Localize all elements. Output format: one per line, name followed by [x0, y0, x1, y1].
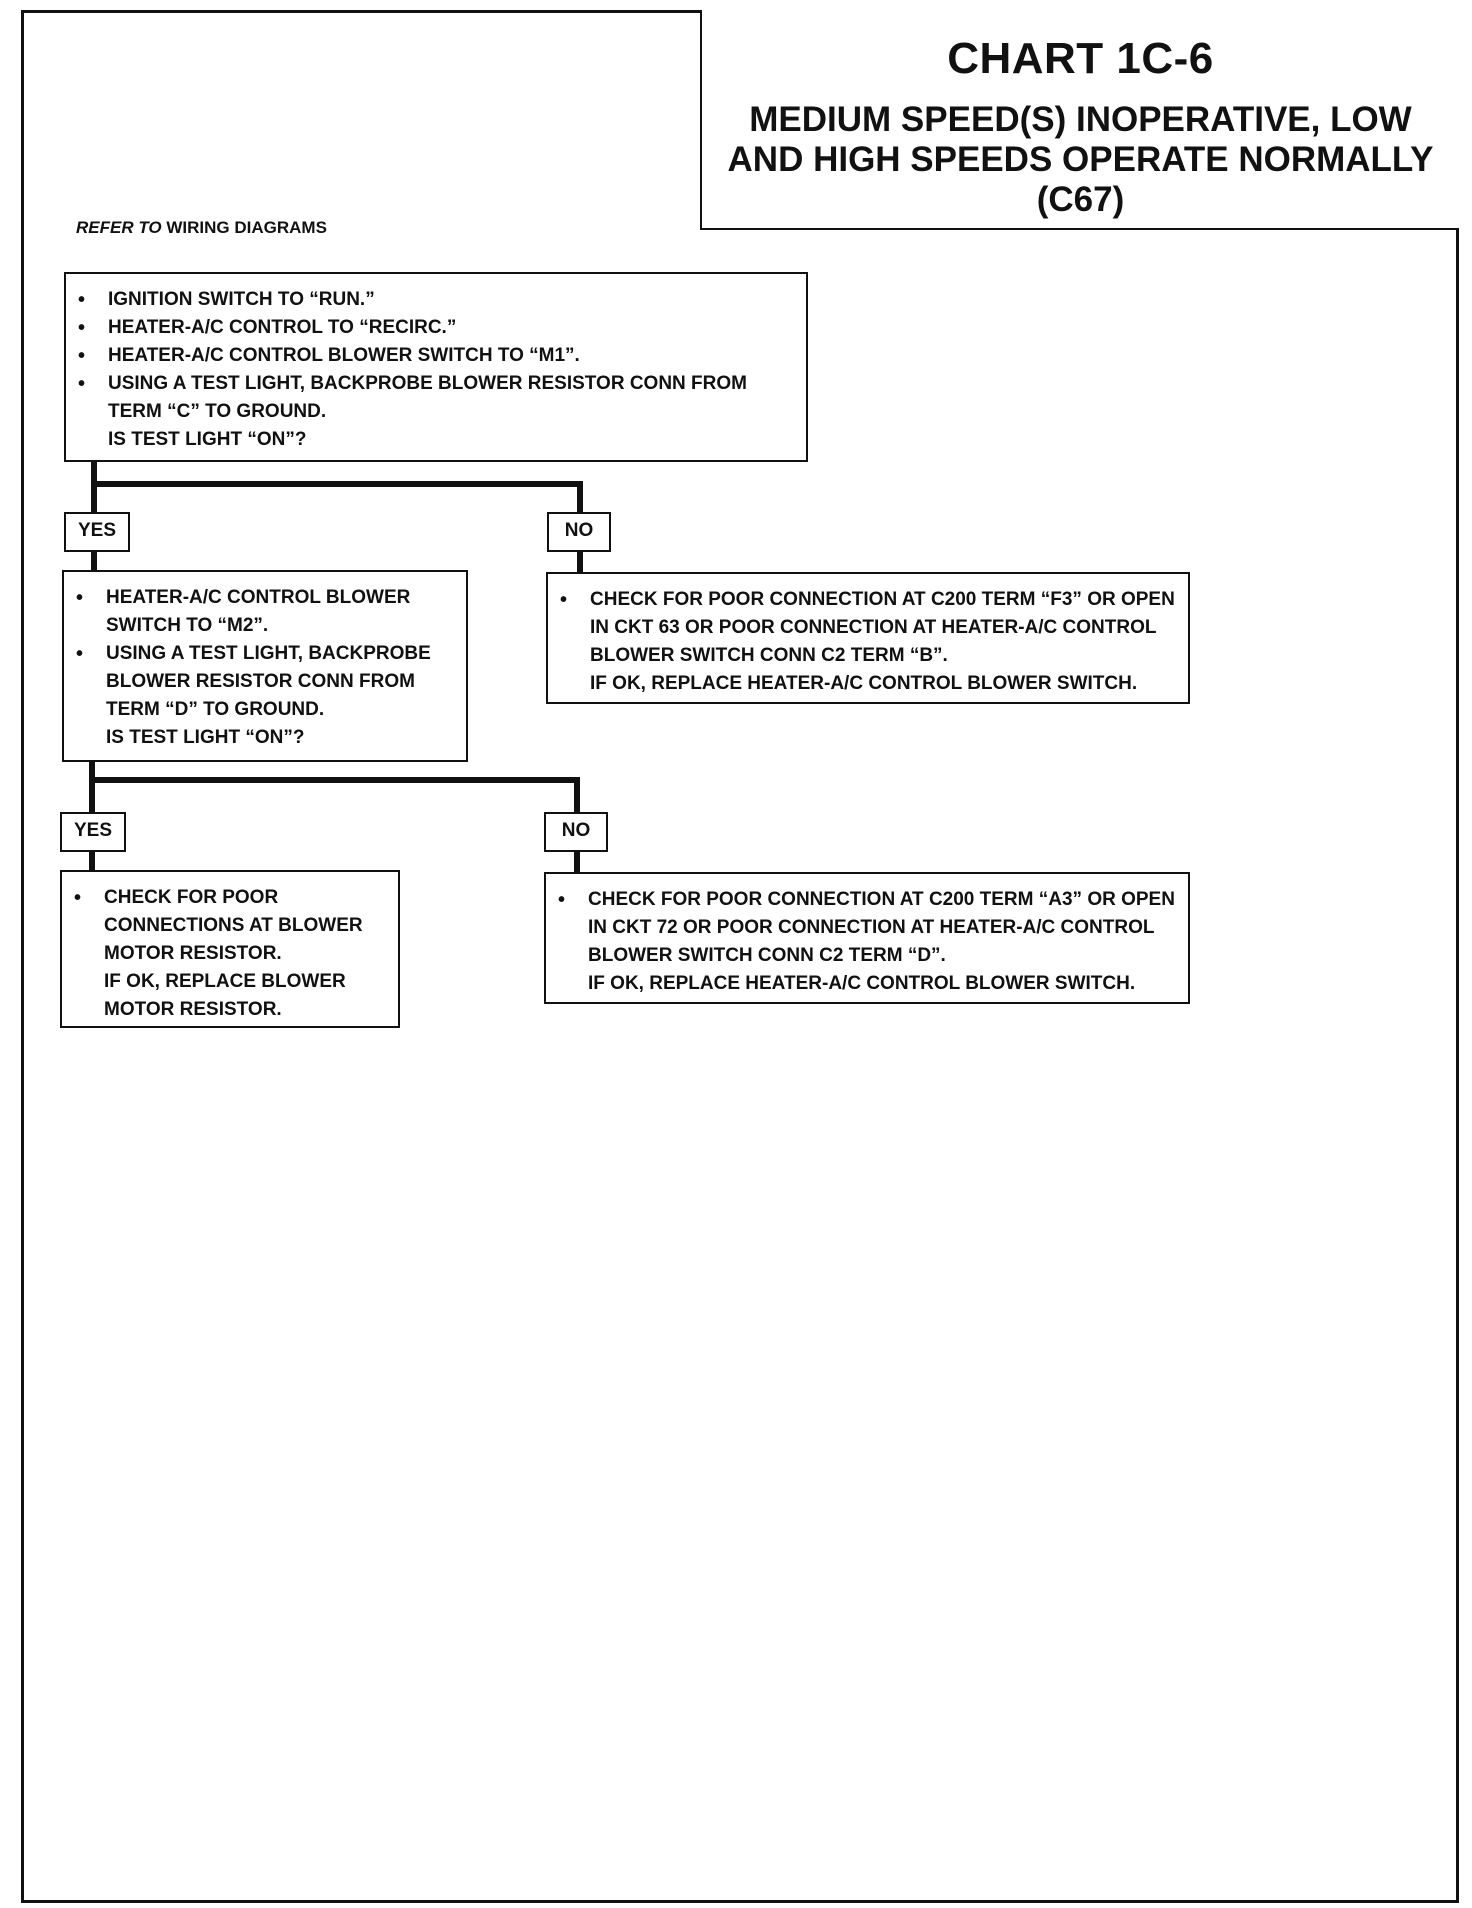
step2-question: IS TEST LIGHT “ON”? — [106, 727, 305, 748]
no2-result-item: • CHECK FOR POOR CONNECTION AT C200 TERM “A3” OR OPEN IN CKT 72 OR POOR CONNECTION AT HEATER-A/C CONTROL BLOWER SWITCH CONN C2 TERM “D”. — [546, 886, 1188, 970]
yes2-result-item: • CHECK FOR POOR CONNECTIONS AT BLOWER MOTOR RESISTOR. — [62, 884, 398, 968]
subtitle-line-2: AND HIGH SPEEDS OPERATE NORMALLY — [727, 140, 1434, 179]
step1-box — [64, 272, 808, 462]
refer-text: WIRING DIAGRAMS — [166, 218, 327, 237]
yes-label-1: YES — [64, 512, 130, 552]
step1-item: • HEATER-A/C CONTROL BLOWER SWITCH TO “M1”. — [66, 342, 806, 370]
step1-item: • IGNITION SWITCH TO “RUN.” — [66, 286, 806, 314]
no1-result-note: IF OK, REPLACE HEATER-A/C CONTROL BLOWER SWITCH. — [590, 673, 1138, 694]
no2-result-box — [544, 872, 1190, 1004]
step2-box — [62, 570, 468, 762]
yes-label-2: YES — [60, 812, 126, 852]
chart-title: CHART 1C-6 — [947, 34, 1214, 83]
step2-item: • USING A TEST LIGHT, BACKPROBE BLOWER RESISTOR CONN FROM TERM “D” TO GROUND. — [64, 640, 466, 724]
step1-list — [66, 286, 806, 426]
no1-result-box — [546, 572, 1190, 704]
refer-prefix: REFER TO — [76, 218, 162, 237]
subtitle-line-3: (C67) — [1036, 180, 1125, 219]
no-label-1: NO — [547, 512, 611, 552]
yes2-result-list — [62, 884, 398, 968]
step1-question: IS TEST LIGHT “ON”? — [108, 429, 307, 450]
no2-result-list — [546, 886, 1188, 970]
step2-list — [64, 584, 466, 724]
no2-result-note: IF OK, REPLACE HEATER-A/C CONTROL BLOWER SWITCH. — [588, 973, 1136, 994]
yes2-result-note: IF OK, REPLACE BLOWER MOTOR RESISTOR. — [104, 971, 346, 1020]
subtitle-line-1: MEDIUM SPEED(S) INOPERATIVE, LOW — [749, 100, 1412, 139]
no1-result-list — [548, 586, 1188, 670]
no1-result-item: • CHECK FOR POOR CONNECTION AT C200 TERM “F3” OR OPEN IN CKT 63 OR POOR CONNECTION AT HEATER-A/C CONTROL BLOWER SWITCH CONN C2 TERM “B”. — [548, 586, 1188, 670]
step1-item: • USING A TEST LIGHT, BACKPROBE BLOWER RESISTOR CONN FROM TERM “C” TO GROUND. — [66, 370, 806, 426]
step2-item: • HEATER-A/C CONTROL BLOWER SWITCH TO “M2”. — [64, 584, 466, 640]
step1-item: • HEATER-A/C CONTROL TO “RECIRC.” — [66, 314, 806, 342]
no-label-2: NO — [544, 812, 608, 852]
yes2-result-box — [60, 870, 400, 1028]
